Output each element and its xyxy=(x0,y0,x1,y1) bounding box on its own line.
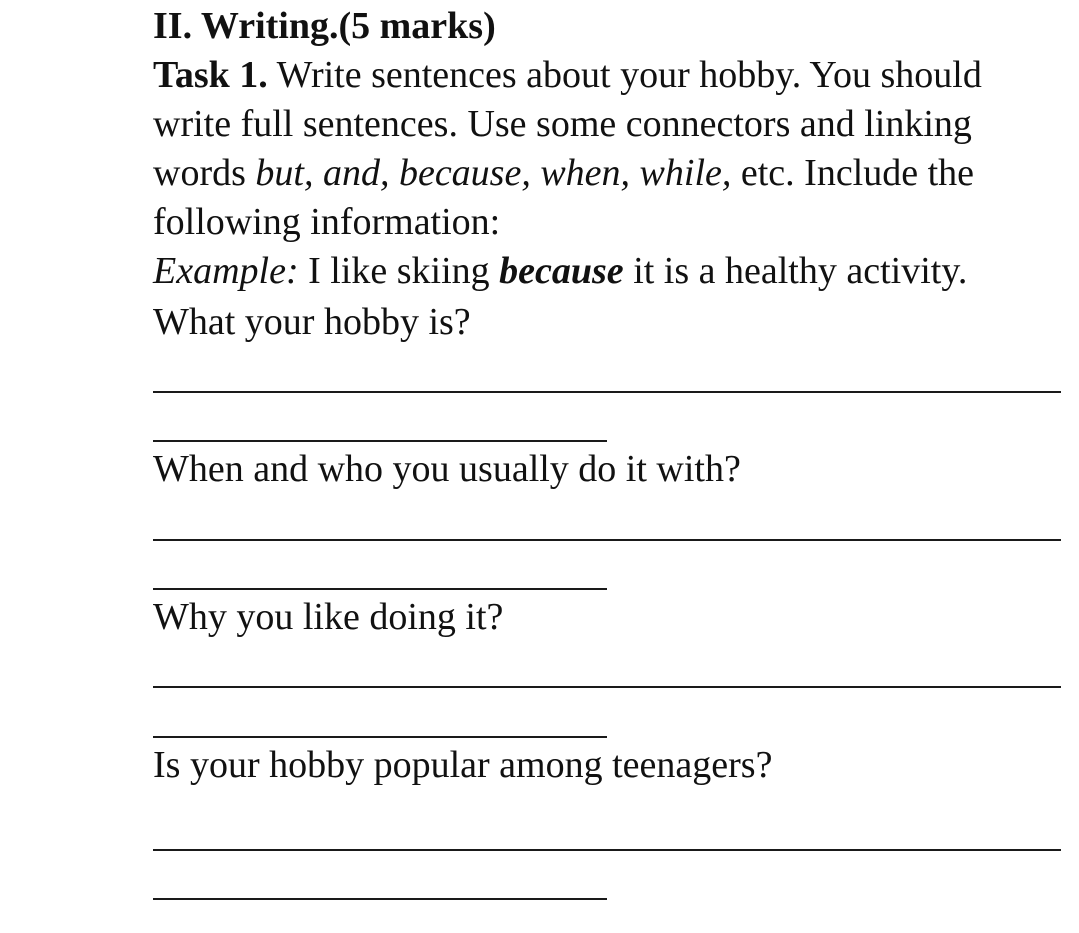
question-4: Is your hobby popular among teenagers? xyxy=(153,744,773,786)
task-label: Task 1. xyxy=(153,54,268,96)
task-instructions xyxy=(153,51,1063,296)
answer-line-4b[interactable] xyxy=(153,898,607,900)
instruction-text-1: Write sentences about your hobby. You should xyxy=(267,54,982,96)
instruction-text-3a: words xyxy=(153,152,256,194)
example-text-post: it is a healthy activity. xyxy=(623,250,968,292)
answer-line-3b[interactable] xyxy=(153,736,607,738)
answer-line-4a[interactable] xyxy=(153,849,1061,851)
question-3: Why you like doing it? xyxy=(153,596,504,638)
instruction-line-4: following information: xyxy=(153,201,501,243)
example-line xyxy=(153,247,1063,296)
answer-line-3a[interactable] xyxy=(153,686,1061,688)
example-keyword: because xyxy=(499,250,624,292)
instruction-line-1 xyxy=(153,51,1063,100)
answer-line-1b[interactable] xyxy=(153,440,607,442)
linking-words: but, and, because, when, while, xyxy=(255,152,732,194)
answer-line-1a[interactable] xyxy=(153,391,1061,393)
answer-line-2a[interactable] xyxy=(153,539,1061,541)
instruction-text-3b: etc. Include the xyxy=(731,152,975,194)
instruction-line-3 xyxy=(153,149,1063,198)
example-text-pre: I like skiing xyxy=(298,250,500,292)
question-1: What your hobby is? xyxy=(153,301,471,343)
instruction-line-2: write full sentences. Use some connectors and linking xyxy=(153,103,972,145)
example-label: Example: xyxy=(153,250,299,292)
answer-line-2b[interactable] xyxy=(153,588,607,590)
question-2: When and who you usually do it with? xyxy=(153,448,741,490)
section-heading: II. Writing.(5 marks) xyxy=(153,5,496,47)
